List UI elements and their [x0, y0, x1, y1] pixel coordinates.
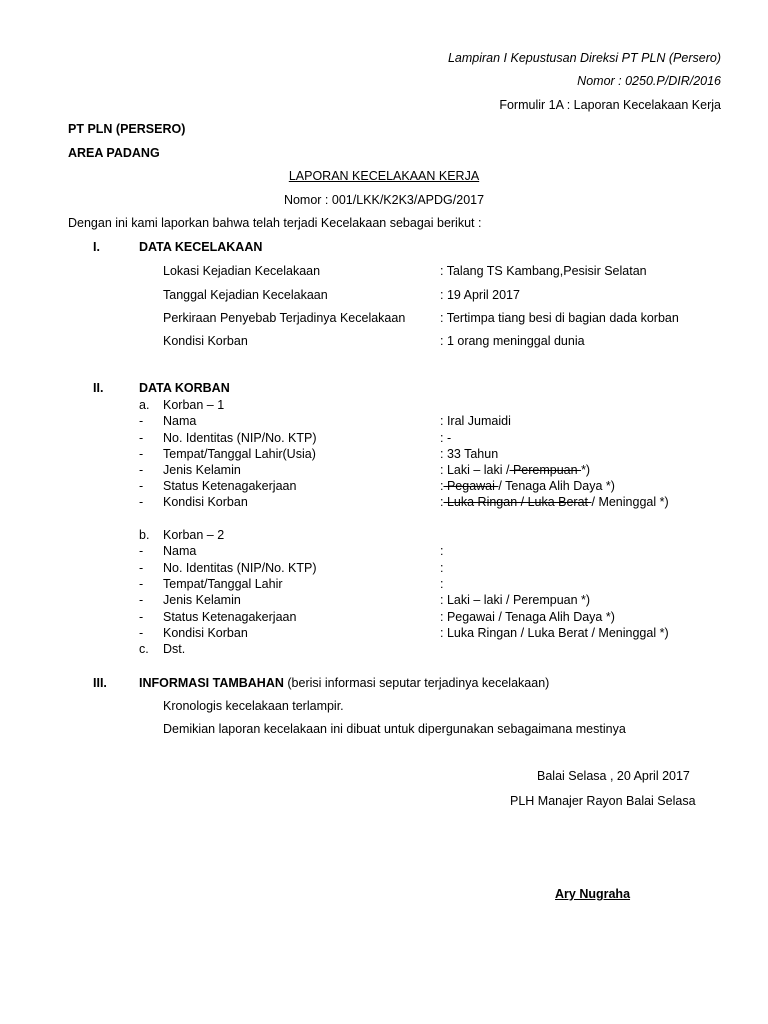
- section1-title: DATA KECELAKAAN: [139, 240, 263, 254]
- report-title: LAPORAN KECELAKAAN KERJA: [288, 169, 480, 183]
- list-dash: -: [139, 479, 144, 493]
- list-dash: -: [139, 544, 144, 558]
- struck-option: Pegawai: [443, 479, 499, 493]
- victim-condition-value: : 1 orang meninggal dunia: [440, 334, 585, 348]
- chronology-text: Kronologis kecelakaan terlampir.: [163, 699, 344, 713]
- accident-cause-value: : Tertimpa tiang besi di bagian dada korban: [440, 311, 679, 325]
- section2-title: DATA KORBAN: [139, 381, 230, 395]
- accident-location-label: Lokasi Kejadian Kecelakaan: [163, 264, 321, 278]
- korban1-title: Korban – 1: [163, 398, 225, 412]
- korban1-nama-label: Nama: [163, 414, 197, 428]
- list-dash: -: [139, 610, 144, 624]
- list-dash: -: [139, 447, 144, 461]
- list-dash: -: [139, 495, 144, 509]
- intro-text: Dengan ini kami laporkan bahwa telah terjadi Kecelakaan sebagai berikut :: [68, 216, 482, 230]
- signatory-position: PLH Manajer Rayon Balai Selasa: [510, 794, 696, 808]
- korban2-identitas-label: No. Identitas (NIP/No. KTP): [163, 561, 317, 575]
- korban1-kondisi-value: [440, 494, 669, 510]
- accident-date-label: Tanggal Kejadian Kecelakaan: [163, 288, 328, 302]
- value-part: / Meninggal *): [591, 495, 669, 509]
- korban2-ttl-label: Tempat/Tanggal Lahir: [163, 577, 283, 591]
- value-part: : Laki – laki /: [440, 463, 510, 477]
- korban1-marker: a.: [139, 398, 150, 412]
- list-dash: -: [139, 626, 144, 640]
- list-dash: -: [139, 463, 144, 477]
- place-date: Balai Selasa , 20 April 2017: [537, 769, 690, 783]
- signatory-name: Ary Nugraha: [555, 887, 631, 901]
- korban2-nama-label: Nama: [163, 544, 197, 558]
- formulir-text: Formulir 1A : Laporan Kecelakaan Kerja: [499, 98, 721, 112]
- korban2-jenis-kelamin-value: : Laki – laki / Perempuan *): [440, 593, 591, 607]
- korban2-ttl-value: :: [440, 577, 444, 591]
- korban1-identitas-value: : -: [440, 431, 452, 445]
- accident-location-value: : Talang TS Kambang,Pesisir Selatan: [440, 264, 647, 278]
- korban1-ttl-label: Tempat/Tanggal Lahir(Usia): [163, 447, 316, 461]
- section3-heading: [139, 675, 549, 691]
- victim-condition-label: Kondisi Korban: [163, 334, 248, 348]
- korban2-identitas-value: :: [440, 561, 444, 575]
- value-part: :: [440, 479, 444, 493]
- korban1-status-value: [440, 478, 615, 494]
- dst-label: Dst.: [163, 642, 186, 656]
- korban1-nama-value: : Iral Jumaidi: [440, 414, 511, 428]
- closing-text: Demikian laporan kecelakaan ini dibuat untuk dipergunakan sebagaimana mestinya: [163, 722, 626, 736]
- area-name: AREA PADANG: [68, 146, 160, 160]
- korban2-kondisi-value: : Luka Ringan / Luka Berat / Meninggal *): [440, 626, 669, 640]
- korban1-jenis-kelamin-value: [440, 462, 590, 478]
- report-number: Nomor : 001/LKK/K2K3/APDG/2017: [283, 193, 485, 207]
- accident-cause-label: Perkiraan Penyebab Terjadinya Kecelakaan: [163, 311, 406, 325]
- korban2-nama-value: :: [440, 544, 444, 558]
- dst-marker: c.: [139, 642, 149, 656]
- korban1-status-label: Status Ketenagakerjaan: [163, 479, 297, 493]
- section3-number: III.: [93, 676, 107, 690]
- list-dash: -: [139, 577, 144, 591]
- korban2-title: Korban – 2: [163, 528, 225, 542]
- section3-title: INFORMASI TAMBAHAN: [139, 676, 284, 690]
- list-dash: -: [139, 561, 144, 575]
- korban2-jenis-kelamin-label: Jenis Kelamin: [163, 593, 241, 607]
- struck-option: Luka Ringan / Luka Berat: [443, 495, 592, 509]
- korban1-jenis-kelamin-label: Jenis Kelamin: [163, 463, 241, 477]
- company-name: PT PLN (PERSERO): [68, 122, 186, 136]
- list-dash: -: [139, 593, 144, 607]
- korban1-identitas-label: No. Identitas (NIP/No. KTP): [163, 431, 317, 445]
- korban1-kondisi-label: Kondisi Korban: [163, 495, 248, 509]
- value-part: / Tenaga Alih Daya *): [498, 479, 615, 493]
- section3-subtitle: (berisi informasi seputar terjadinya kecelakaan): [283, 676, 550, 690]
- nomor-dir-text: Nomor : 0250.P/DIR/2016: [577, 74, 721, 88]
- korban2-status-label: Status Ketenagakerjaan: [163, 610, 297, 624]
- korban2-kondisi-label: Kondisi Korban: [163, 626, 248, 640]
- korban1-ttl-value: : 33 Tahun: [440, 447, 499, 461]
- list-dash: -: [139, 431, 144, 445]
- accident-date-value: : 19 April 2017: [440, 288, 520, 302]
- korban2-status-value: : Pegawai / Tenaga Alih Daya *): [440, 610, 615, 624]
- section2-number: II.: [93, 381, 104, 395]
- list-dash: -: [139, 414, 144, 428]
- value-part: :: [440, 495, 444, 509]
- struck-option: Perempuan: [509, 463, 582, 477]
- section1-number: I.: [93, 240, 100, 254]
- lampiran-text: Lampiran I Kepustusan Direksi PT PLN (Persero): [447, 51, 721, 65]
- korban2-marker: b.: [139, 528, 150, 542]
- value-part: *): [581, 463, 591, 477]
